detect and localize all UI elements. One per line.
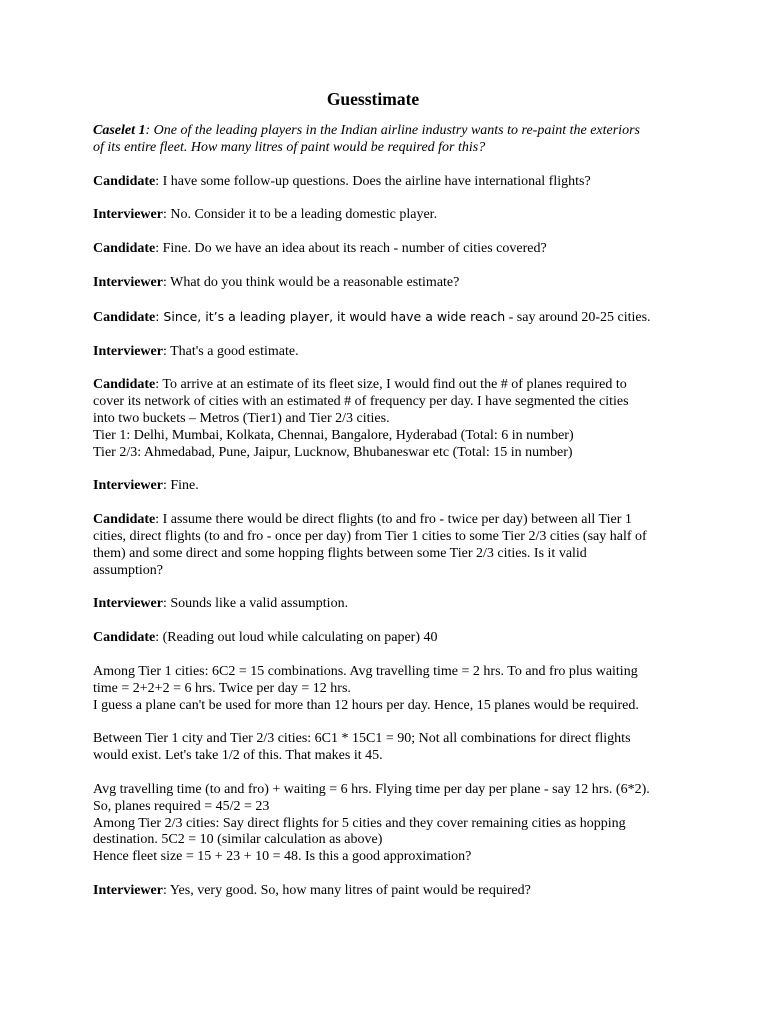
speaker-label: Candidate [93,512,156,528]
speaker-label: Interviewer [93,882,163,898]
tier1-line: Tier 1: Delhi, Mumbai, Kolkata, Chennai, Bangalore, Hyderabad (Total: 6 in number) [93,427,574,443]
speaker-label: Interviewer [93,343,163,359]
dialogue-text: : Sounds like a valid assumption. [162,596,349,612]
speaker-label: Candidate [93,630,156,646]
dialogue-line [93,478,653,495]
dialogue-line [93,309,653,327]
dialogue-line [93,344,653,361]
speaker-label: Interviewer [93,478,163,494]
dialogue-text: : That's a good estimate. [162,343,299,359]
dialogue-line [93,174,653,191]
calc-line: Hence fleet size = 15 + 23 + 10 = 48. Is this a good approximation? [93,849,472,865]
speaker-label: Candidate [93,309,156,325]
calculation-paragraph [93,664,653,714]
dialogue-line [93,883,653,900]
dialogue-text: : Yes, very good. So, how many litres of paint would be required? [162,882,531,898]
dialogue-line [93,207,653,224]
calc-line: Avg travelling time (to and fro) + waiting = 6 hrs. Flying time per day per plane - say 12 hrs. (6*2). So, planes required = 45/2 = 23 [93,781,650,814]
calc-line: Among Tier 1 cities: 6C2 = 15 combinations. Avg travelling time = 2 hrs. To and fro plus waiting time = 2+2+2 = 6 hrs. Twice per day = 12 hrs. [93,663,638,696]
speaker-label: Candidate [93,173,156,189]
caselet-label: Caselet 1 [93,123,146,138]
speaker-label: Interviewer [93,207,163,223]
dialogue-line [93,512,653,579]
dialogue-text: : Fine. Do we have an idea about its reach - number of cities covered? [155,241,547,257]
calculation-paragraph: Between Tier 1 city and Tier 2/3 cities: 6C1 * 15C1 = 90; Not all combinations for direct flights would exist. Let's take 1/2 of this. That makes it 45. [93,731,631,764]
dialogue-text: : Fine. [162,478,199,494]
tier23-line: Tier 2/3: Ahmedabad, Pune, Jaipur, Lucknow, Bhubaneswar etc (Total: 15 in number) [93,444,573,460]
dialogue-line [93,377,653,461]
dialogue-text: : I assume there would be direct flights (to and fro - twice per day) between all Tier 1 cities, direct flights (to and fro - once per day) from Tier 1 cities to some Tier 2/3 cities (say half of them) and some direct and some hopping flights between some Tier 2/3 cities. Is it valid assumption? [93,512,647,578]
dialogue-text: : To arrive at an estimate of its fleet size, I would find out the # of planes required to cover its network of cities with an estimated # of frequency per day. I have segmented the cities into two buckets – Metros (Tier1) and Tier 2/3 cities. [93,377,629,426]
dialogue-text-sans: : Since, it’s a leading player, it would have a wide reach [155,308,506,324]
speaker-label: Interviewer [93,274,163,290]
caselet-paragraph [93,123,653,157]
dialogue-line [93,630,653,647]
calc-line: Among Tier 2/3 cities: Say direct flights for 5 cities and they cover remaining cities as hopping destination. 5C2 = 10 (similar calculation as above) [93,815,626,848]
document-title: Guesstimate [326,89,420,109]
dialogue-text: : (Reading out loud while calculating on paper) 40 [155,630,438,646]
calc-line: I guess a plane can't be used for more than 12 hours per day. Hence, 15 planes would be required. [93,697,639,713]
dialogue-line [93,275,653,292]
speaker-label: Interviewer [93,596,163,612]
caselet-text: : One of the leading players in the Indian airline industry wants to re-paint the exteriors of its entire fleet. How many litres of paint would be required for this? [93,123,640,155]
speaker-label: Candidate [93,377,156,393]
speaker-label: Candidate [93,241,156,257]
document-page [93,88,653,917]
dialogue-text: : What do you think would be a reasonable estimate? [162,274,460,290]
dialogue-text: : No. Consider it to be a leading domestic player. [162,207,438,223]
dialogue-text: - say around 20-25 cities. [505,309,651,325]
calculation-paragraph [93,782,653,866]
dialogue-text: : I have some follow-up questions. Does the airline have international flights? [155,173,591,189]
dialogue-line [93,596,653,613]
dialogue-line [93,241,653,258]
